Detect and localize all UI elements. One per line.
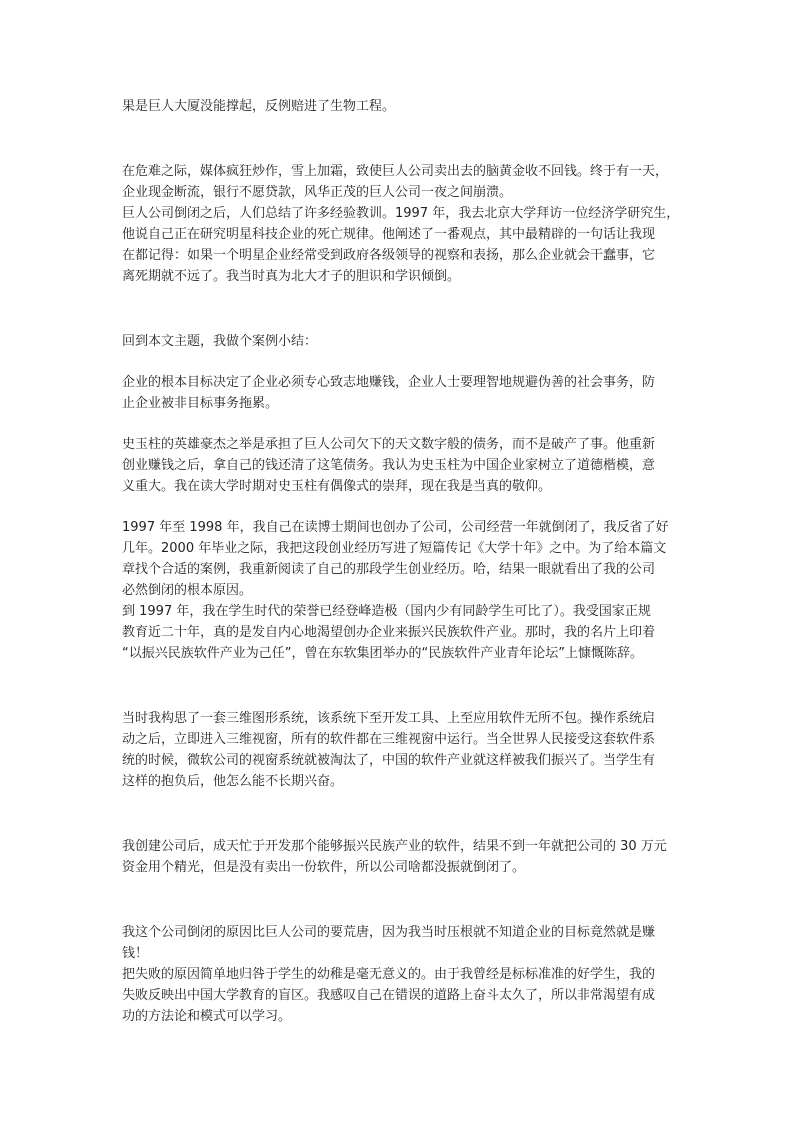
paragraph-1 [122,96,690,117]
text-line: 动之后，立即进入三维视窗，所有的软件都在三维视窗中运行。当全世界人民接受这套软件系 [122,732,656,747]
text-line: 企业现金断流，银行不愿贷款，风华正茂的巨人公司一夜之间崩溃。 [122,185,513,200]
text-line: 他说自己正在研究明星科技企业的死亡规律。他阐述了一番观点，其中最精辟的一句话让我现 [122,227,656,242]
text-line: 把失败的原因简单地归咎于学生的幼稚是毫无意义的。由于我曾经是标标准准的好学生，我的 [122,967,656,982]
text-line: “以振兴民族软件产业为己任”，曾在东软集团举办的“民族软件产业青年论坛”上慷慨陈辞。 [122,646,643,661]
text-line: 教育近二十年，真的是发自内心地渴望创办企业来振兴民族软件产业。那时，我的名片上印着 [122,625,656,640]
text-line: 钱！ [122,946,149,961]
text-line: 在危难之际，媒体疯狂炒作，雪上加霜，致使巨人公司卖出去的脑黄金收不回钱。终于有一天， [122,164,669,179]
text-line: 1997 年至 1998 年，我自己在读博士期间也创办了公司，公司经营一年就倒闭了，我反省了好 [122,520,669,535]
text-line: 必然倒闭的根本原因。 [122,583,253,598]
paragraph-2 [122,161,690,287]
text-line: 资金用个精光，但是没有卖出一份软件，所以公司啥都没振就倒闭了。 [122,860,526,875]
text-line: 义重大。我在读大学时期对史玉柱有偶像式的崇拜，现在我是当真的敬仰。 [122,479,552,494]
text-line: 到 1997 年，我在学生时代的荣誉已经登峰造极（国内少有同龄学生可比了）。我受国家正规 [122,604,651,619]
paragraph-8 [122,836,690,878]
text-line: 在都记得：如果一个明星企业经常受到政府各级领导的视察和表扬，那么企业就会干蠢事，它 [122,248,656,263]
paragraph-3 [122,331,690,352]
text-line: 几年。2000 年毕业之际，我把这段创业经历写进了短篇传记《大学十年》之中。为了给本篇文 [122,541,667,556]
text-line: 统的时候，微软公司的视窗系统就被淘汰了，中国的软件产业就这样被我们振兴了。当学生有 [122,753,656,768]
text-line: 回到本文主题，我做个案例小结： [122,334,318,349]
text-line: 章找个合适的案例，我重新阅读了自己的那段学生创业经历。哈，结果一眼就看出了我的公司 [122,562,656,577]
paragraph-6 [122,517,690,664]
text-line: 史玉柱的英雄豪杰之举是承担了巨人公司欠下的天文数字般的债务，而不是破产了事。他重新 [122,437,656,452]
text-line: 这样的抱负后，他怎么能不长期兴奋。 [122,774,344,789]
text-line: 功的方法论和模式可以学习。 [122,1009,292,1024]
text-line: 我创建公司后，成天忙于开发那个能够振兴民族产业的软件，结果不到一年就把公司的 30 万元 [122,839,667,854]
text-line: 当时我构思了一套三维图形系统，该系统下至开发工具、上至应用软件无所不包。操作系统启 [122,711,656,726]
paragraph-4 [122,372,690,414]
text-line: 我这个公司倒闭的原因比巨人公司的要荒唐，因为我当时压根就不知道企业的目标竟然就是赚 [122,925,656,940]
paragraph-7 [122,708,690,792]
text-line: 果是巨人大厦没能撑起，反例赔进了生物工程。 [122,99,396,114]
text-line: 企业的根本目标决定了企业必须专心致志地赚钱，企业人士要理智地规避伪善的社会事务，防 [122,375,656,390]
text-line: 止企业被非目标事务拖累。 [122,396,279,411]
text-line: 巨人公司倒闭之后，人们总结了许多经验教训。1997 年，我去北京大学拜访一位经济学研究生， [122,206,680,221]
paragraph-9 [122,922,690,1027]
text-line: 离死期就不远了。我当时真为北大才子的胆识和学识倾倒。 [122,269,461,284]
paragraph-5 [122,434,690,497]
text-line: 创业赚钱之后，拿自己的钱还清了这笔债务。我认为史玉柱为中国企业家树立了道德楷模，意 [122,458,656,473]
text-line: 失败反映出中国大学教育的盲区。我感叹自己在错误的道路上奋斗太久了，所以非常渴望有成 [122,988,656,1003]
